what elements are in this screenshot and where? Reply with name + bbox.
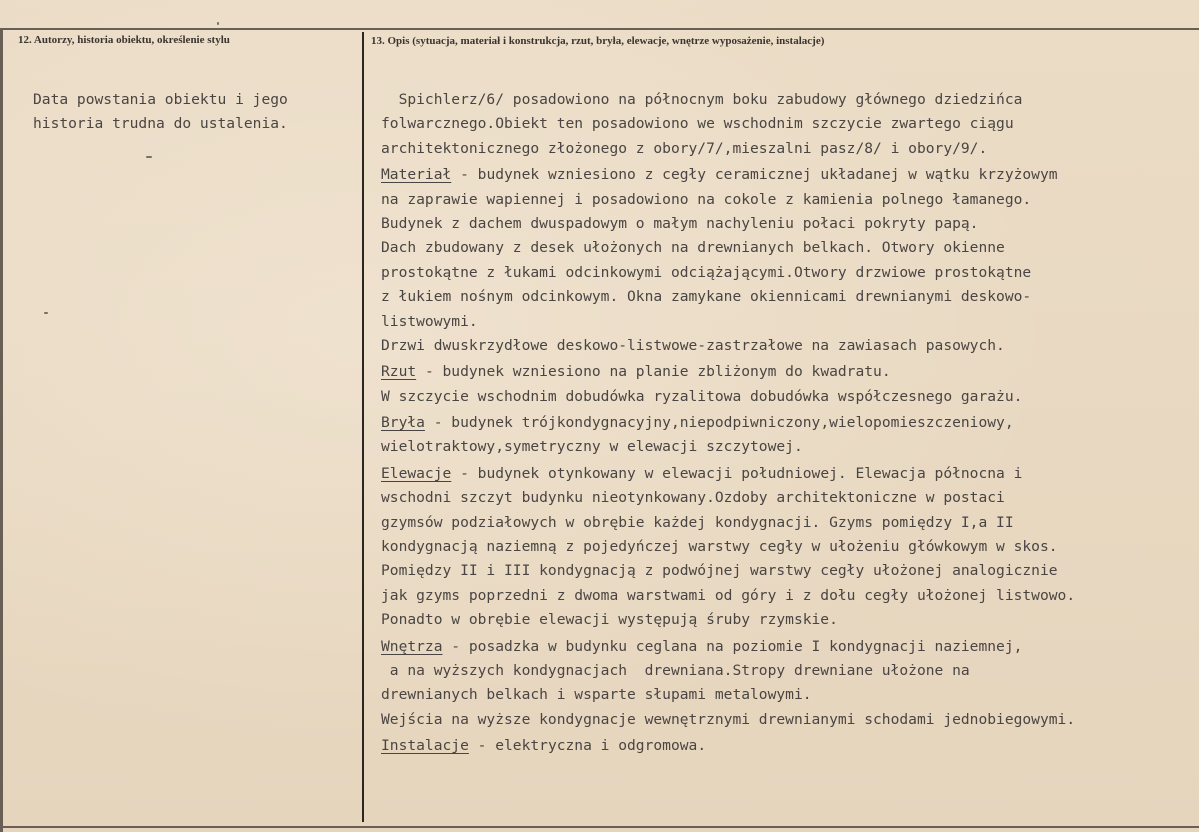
section-line: prostokątne z łukami odcinkowymi odciążającymi.Otwory drzwiowe prostokątne — [381, 263, 1032, 281]
section-line: Dach zbudowany z desek ułożonych na drewnianych belkach. Otwory okienne — [381, 239, 1005, 257]
section-heading: Instalacje — [381, 737, 469, 755]
section-first-line: - elektryczna i odgromowa. — [468, 737, 707, 755]
section-heading: Bryła — [381, 414, 425, 432]
section-material — [381, 163, 1191, 187]
section-line: Pomiędzy II i III kondygnacją z podwójnej warstwy cegły ułożonej analogicznie — [381, 562, 1058, 580]
bottom-rule — [0, 826, 1199, 828]
paper-speck — [146, 156, 152, 158]
left-rule — [0, 28, 3, 832]
history-text — [33, 88, 353, 136]
intro-line: folwarcznego.Obiekt ten posadowiono we wschodnim szczycie zwartego ciągu — [381, 115, 1014, 133]
section-first-line: - budynek wzniesiono z cegły ceramicznej układanej w wątku krzyżowym — [451, 166, 1058, 184]
column-divider — [362, 32, 364, 822]
section-massing — [381, 411, 1191, 435]
section-elevations — [381, 462, 1191, 486]
section-line: W szczycie wschodnim dobudówka ryzalitowa dobudówka współczesnego garażu. — [381, 387, 1023, 405]
section-line: wschodni szczyt budynku nieotynkowany.Ozdoby architektoniczne w postaci — [381, 489, 1005, 507]
section-first-line: - budynek otynkowany w elewacji południowej. Elewacja północna i — [451, 464, 1023, 482]
section-heading: Materiał — [381, 166, 452, 184]
section-line: gzymsów podziałowych w obrębie każdej kondygnacji. Gzyms pomiędzy I,a II — [381, 513, 1014, 531]
section-installations — [381, 734, 1191, 758]
section-line: wielotraktowy,symetryczny w elewacji szczytowej. — [381, 438, 803, 456]
section-first-line: - budynek trójkondygnacyjny,niepodpiwniczony,wielopomieszczeniowy, — [424, 414, 1014, 432]
section-interiors — [381, 635, 1191, 659]
section-line: Wejścia na wyższe kondygnacje wewnętrznymi drewnianymi schodami jednobiegowymi. — [381, 710, 1076, 728]
section-line: kondygnacją naziemną z pojedyńczej warstwy cegły w ułożeniu główkowym w skos. — [381, 538, 1058, 556]
section-line: listwowymi. — [381, 312, 478, 330]
history-line: historia trudna do ustalenia. — [33, 115, 288, 132]
section-line: drewnianych belkach i wsparte słupami metalowymi. — [381, 686, 812, 704]
intro-line: architektonicznego złożonego z obory/7/,mieszalni pasz/8/ i obory/9/. — [381, 139, 988, 157]
section-plan — [381, 360, 1191, 384]
section-line: z łukiem nośnym odcinkowym. Okna zamykane okiennicami drewnianymi deskowo- — [381, 288, 1032, 306]
section-first-line: - budynek wzniesiono na planie zbliżonym do kwadratu. — [416, 363, 891, 381]
paper-speck — [44, 312, 48, 314]
section-line: Budynek z dachem dwuspadowym o małym nachyleniu połaci pokryty papą. — [381, 214, 979, 232]
intro-line: Spichlerz/6/ posadowiono na północnym boku zabudowy głównego dziedzińca — [381, 91, 1023, 108]
section-line: Ponadto w obrębie elewacji występują śruby rzymskie. — [381, 611, 838, 629]
field-12-label: 12. Autorzy, historia obiektu, określenie stylu — [18, 34, 230, 46]
section-line: a na wyższych kondygnacjach drewniana.Stropy drewniane ułożone na — [381, 661, 970, 679]
description-text — [381, 88, 1191, 759]
section-heading: Elewacje — [381, 464, 452, 482]
field-13-label: 13. Opis (sytuacja, materiał i konstrukcja, rzut, bryła, elewacje, wnętrze wyposażenie, instalacje) — [371, 35, 825, 47]
section-first-line: - posadzka w budynku ceglana na poziomie I kondygnacji naziemnej, — [442, 637, 1023, 655]
section-heading: Wnętrza — [381, 637, 443, 655]
section-line: Drzwi dwuskrzydłowe deskowo-listwowe-zastrzałowe na zawiasach pasowych. — [381, 336, 1005, 354]
section-heading: Rzut — [381, 363, 417, 381]
section-line: jak gzyms poprzedni z dwoma warstwami od góry i z dołu cegły ułożonej listwowo. — [381, 586, 1076, 604]
top-rule — [0, 28, 1199, 30]
history-line: Data powstania obiektu i jego — [33, 91, 288, 108]
paper-speck — [217, 22, 219, 25]
section-line: na zaprawie wapiennej i posadowiono na cokole z kamienia polnego łamanego. — [381, 190, 1032, 208]
